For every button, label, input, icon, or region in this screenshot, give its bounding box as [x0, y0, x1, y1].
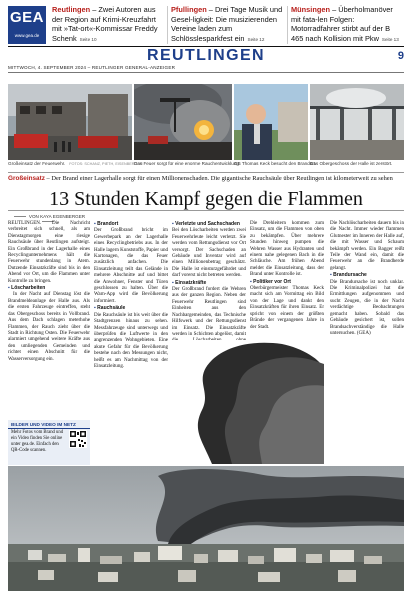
- article-paragraph: Die Rauchsäule ist bis weit über die Stadtgrenzen hinaus zu sehen. Messfahrzeuge sind unterwegs und überprüfen die Luftwerte in den angrenzenden Wohngebieten. Eine akute Gefahr für die Bevölkerung bestehe nach den Messungen nicht, heißt es am Nachmittag von der Einsatzleitung.: [94, 311, 168, 369]
- photo-smoke-plume[interactable]: [172, 340, 324, 464]
- city-smoke-image: [8, 466, 404, 591]
- article-paragraph: Die Nachlöscharbeiten dauern bis in die Nacht. Immer wieder flammen Glutnester im Inneren der Halle auf, die mit Wasser und Schaum bekämpft werden. Ein Bagger reißt Teile der Wand ein, damit die Feuerwehr an die Brandherde gelangt.: [330, 220, 404, 271]
- caption-4: Das Obergeschoss der Halle ist zerstört.: [310, 161, 393, 166]
- teaser-2-page: Seite 12: [247, 36, 265, 42]
- article-column-2: [94, 220, 168, 369]
- article-paragraph: Der Großbrand fordert die Wehren aus der ganzen Region. Neben der Feuerwehr Reutlingen sind Einheiten aus den Nachbargemeinden, das Technische Hilfswerk und der Rettungsdienst im Einsatz. Die Einsatzkräfte werden in Schichten abgelöst, damit: [172, 286, 246, 337]
- article-kicker: [8, 175, 404, 183]
- teaser-1[interactable]: [52, 5, 164, 44]
- teaser-1-page: Seite 10: [79, 36, 97, 42]
- smoke-plume-image: [172, 340, 324, 464]
- article-subheading: ▪ Politiker vor Ort: [250, 279, 324, 285]
- logo-text: GEA: [9, 9, 44, 26]
- online-box-title: BILDER UND VIDEO IM NETZ: [8, 420, 90, 429]
- article-paragraph: Der Großbrand bricht im Gewerbepark an der Lagerhalle eines Recyclingbetriebs aus. In der Halle lagern Kunststoffe, Papier und Kartonagen, die das Feuer zusätzlich anfachen. Die Einsatzleitung teilt das Gelände in mehrere Abschnitte auf und bittet die Anwohner, Fenster und Türen geschlossen zu halten. Über die Warn-App wird die Bevölkerung informiert.: [94, 227, 168, 304]
- hall-interior-image: [310, 84, 404, 160]
- teaser-3-page: Seite 13: [381, 36, 399, 42]
- mayor-image: [234, 84, 308, 160]
- article-subheading: ▪ Verletzte und Sachschaden: [172, 221, 246, 227]
- teaser-1-place: Reutlingen: [52, 5, 91, 14]
- article-paragraph: Oberbürgermeister Thomas Keck macht sich am Vormittag ein Bild von der Lage und dankt den Einsatzkräften für ihren Einsatz. Er spricht von einem der größten Brände der vergangenen Jahre in der Stadt.: [250, 285, 324, 330]
- fire-brigade-image: [8, 84, 132, 160]
- caption-3: OB Thomas Keck besucht den Brandort.: [234, 161, 317, 166]
- teaser-2-place: Pfullingen: [171, 5, 207, 14]
- article-subheading: ▪ Löscharbeiten: [8, 285, 90, 291]
- online-box-text: Mehr Fotos vom Brand und ein Video finden Sie online unter gea.de. Einfach den QR-Code scannen.: [11, 430, 64, 453]
- teaser-2[interactable]: [171, 5, 283, 44]
- photo-smoke[interactable]: [134, 84, 232, 160]
- article-paragraph: Bei den Löscharbeiten werden zwei Feuerwehrleute leicht verletzt. Sie werden vom Rettungsdienst vor Ort versorgt. Der Sachschaden an Gebäude und Inventar wird auf einen Millionenbetrag geschätzt. Die Halle ist einsturzgefährdet und darf vorerst nicht betreten werden.: [172, 227, 246, 279]
- online-info-box[interactable]: [8, 420, 90, 465]
- kicker-label: Großeinsatz: [8, 175, 45, 182]
- teaser-3-place: Münsingen: [291, 5, 331, 14]
- dateline: MITTWOCH, 4. SEPTEMBER 2024 – REUTLINGER GENERAL-ANZEIGER: [8, 65, 176, 70]
- headline-rule: [8, 210, 404, 211]
- qr-code-icon[interactable]: [69, 430, 87, 448]
- article-subheading: ▪ Einsatzkräfte: [172, 280, 246, 286]
- article-subheading: ▪ Brandort: [94, 221, 168, 227]
- caption-2: Das Feuer sorgt für eine enorme Rauchentwicklung.: [134, 161, 241, 166]
- photo-fire-brigade[interactable]: [8, 84, 132, 160]
- article-column-4: [250, 220, 324, 336]
- article-column-3: [172, 220, 246, 357]
- dateline-rule: [8, 72, 404, 73]
- page-number: 9: [397, 50, 404, 62]
- article-headline: 13 Stunden Kampf gegen die Flammen: [49, 188, 363, 210]
- photo-credit: FOTOS: SCHANZ, PIETH, EISENBERGER: [69, 162, 143, 166]
- teaser-3[interactable]: [291, 5, 404, 44]
- teaser-1-text: – Zwei Autoren aus der Region auf Krimi-Kreuzfahrt mit »Tat-ort«-Kommissar Freddy Schenk: [52, 5, 158, 43]
- smoke-image: [134, 84, 232, 160]
- article-paragraph: In der Nacht auf Dienstag löst die Brandmeldeanlage der Halle aus. Als die ersten Fahrzeuge eintreffen, steht das Obergeschoss bereits in Vollbrand. Aus dem Dach schlagen meterhohe Flammen, der Rauch zieht über die Stadt in Richtung Osten. Die Feuerwehr alarmiert umgehend weitere Kräfte aus den umliegenden Gemeinden und richtet einen Abschnitt für die Wasserversorgung ein.: [8, 291, 90, 362]
- article-byline: VON KAYA EGENBERGER: [8, 214, 88, 224]
- teaser-divider-2: [287, 6, 288, 44]
- photo-mayor[interactable]: [234, 84, 308, 160]
- gea-logo[interactable]: [8, 6, 46, 44]
- caption-1: [8, 161, 143, 166]
- teaser-3-text: – Überholmanöver mit fata-len Folgen: Motorradfahrer stirbt auf der B 465 nach Kollision mit Pkw: [291, 5, 393, 43]
- caption-1-text: Großeinsatz der Feuerwehr.: [8, 161, 66, 166]
- article-column-5: [330, 220, 404, 336]
- photo-city-smoke[interactable]: [8, 466, 404, 591]
- teaser-2-text: – Drei Tage Musik und Gesel-ligkeit: Die musizierenden Vereine laden zum Schlösslesparkfest ein: [171, 5, 283, 43]
- ressort-title: REUTLINGEN: [147, 47, 265, 64]
- article-column-1: [8, 220, 90, 362]
- article-subheading: ▪ Brandursache: [330, 272, 404, 278]
- article-subheading: ▪ Rauchsäule: [94, 305, 168, 311]
- photo-rule: [8, 172, 404, 173]
- logo-url: www.gea.de: [14, 33, 40, 38]
- article-paragraph: Die Brandursache ist noch unklar. Die Kriminalpolizei hat die Ermittlungen aufgenommen und sucht Zeugen, die in der Nacht verdächtige Beobachtungen gemacht haben. Sobald das Gebäude gesichert ist, sollen Brandsachverständige die Halle untersuchen. (GEA): [330, 278, 404, 336]
- teaser-divider-1: [167, 6, 168, 44]
- article-paragraph: REUTLINGEN. Die Nachricht verbreitet sich schnell, als am Dienstagmorgen eine riesige Rauchsäule über Reutlingen aufsteigt. Ein Großbrand in der Lagerhalle eines Recyclingunternehmens hält die Feuerwehr stundenlang in Atem. Dutzende Einsatzkräfte sind bis in den Abend vor Ort, um die Flammen unter Kontrolle zu bringen.: [8, 220, 90, 284]
- photo-hall-interior[interactable]: [310, 84, 404, 160]
- kicker-text: – Der Brand einer Lagerhalle sorgt für einen Millionenschaden. Die gigantische Rauchsäule über Reutlingen ist kilometerweit zu sehen: [44, 175, 393, 182]
- article-paragraph: Die Drehleitern kommen zum Einsatz, um die Flammen von oben zu bekämpfen. Über mehrere Stunden hinweg pumpen die Wehren Wasser aus Hydranten und einem nahe gelegenen Bach in die Schläuche. Am frühen Abend meldet die Einsatzleitung, dass der Brand unter Kontrolle ist.: [250, 220, 324, 278]
